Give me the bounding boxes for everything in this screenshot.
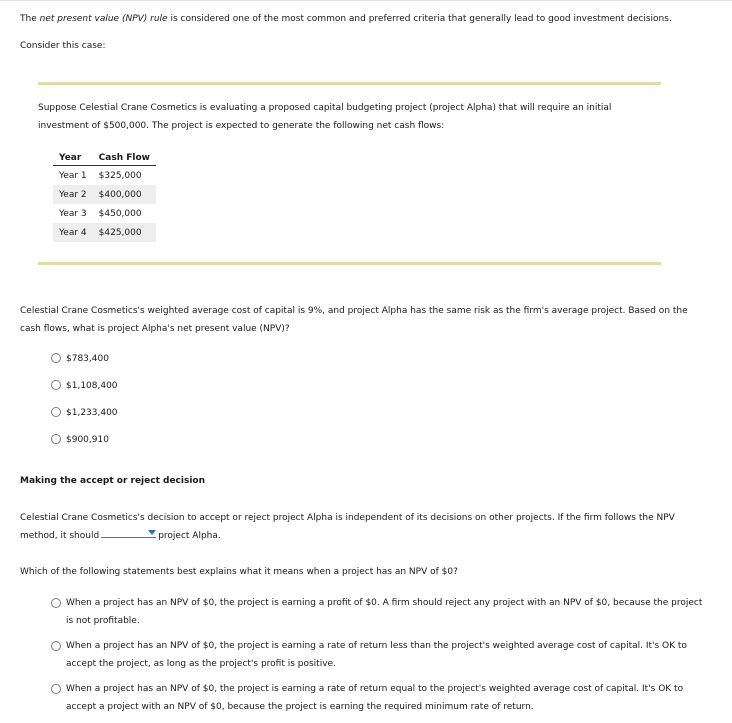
year-cell: Year 4 (53, 223, 93, 242)
cash-flow-table (53, 150, 156, 242)
year-cell: Year 2 (53, 185, 93, 204)
chevron-down-icon (148, 530, 156, 535)
cash-flow-cell: $400,000 (93, 185, 156, 204)
section-heading: Making the accept or reject decision (20, 476, 206, 486)
table-row (53, 204, 156, 223)
decision-sentence-line-2: method, it should project Alpha. (20, 527, 221, 545)
consider-label: Consider this case: (20, 41, 106, 51)
cash-flow-cell: $425,000 (93, 223, 156, 242)
accept-reject-dropdown[interactable] (101, 527, 156, 538)
intro-text: The net present value (NPV) rule is considered one of the most common and preferred criteria that generally lead to good investment decisions. (20, 14, 672, 24)
top-divider (0, 0, 732, 1)
year-cell: Year 3 (59, 208, 87, 219)
npv-zero-option-3[interactable]: When a project has an NPV of $0, the project is earning a rate of return equal to the project's weighted average cost of capital. It's OK to accept a project with an NPV of $0, because the project is earning the required minimum rate of return. (51, 680, 711, 716)
npv-option-1[interactable]: $783,400 (51, 350, 109, 368)
table-header-row (53, 150, 156, 166)
year-column-header: Year (53, 150, 93, 166)
radio-button[interactable] (51, 684, 61, 694)
npv-zero-option-1[interactable]: When a project has an NPV of $0, the project is earning a profit of $0. A firm should reject any project with an NPV of $0, because the project is not profitable. (51, 594, 711, 630)
radio-button[interactable] (51, 380, 61, 390)
npv-option-3[interactable]: $1,233,400 (51, 404, 118, 422)
npv-zero-question: Which of the following statements best explains what it means when a project has an NPV of $0? (20, 567, 458, 577)
npv-rule-term: net present value (NPV) rule (39, 14, 168, 24)
scenario-top-divider (38, 82, 661, 85)
cash-flow-column-header: Cash Flow (93, 150, 156, 166)
npv-question-line-1: Celestial Crane Cosmetics's weighted average cost of capital is 9%, and project Alpha has the same risk as the firm's average project. Based on the (20, 306, 688, 316)
table-row (53, 185, 156, 204)
decision-sentence-line-1: Celestial Crane Cosmetics's decision to accept or reject project Alpha is independent of its decisions on other projects. If the firm follows the NPV (20, 513, 675, 523)
cash-flow-cell: $325,000 (98, 170, 142, 181)
npv-option-2[interactable]: $1,108,400 (51, 377, 118, 395)
radio-button[interactable] (51, 407, 61, 417)
year-cell: Year 1 (59, 170, 87, 181)
radio-button[interactable] (51, 641, 61, 651)
table-row (53, 166, 156, 186)
npv-question-line-2: cash flows, what is project Alpha's net present value (NPV)? (20, 324, 290, 334)
npv-zero-option-2[interactable]: When a project has an NPV of $0, the project is earning a rate of return less than the project's weighted average cost of capital. It's OK to accept the project, as long as the project's profit is positive. (51, 637, 711, 673)
table-row (53, 223, 156, 242)
scenario-bottom-divider (38, 262, 661, 265)
radio-button[interactable] (51, 353, 61, 363)
radio-button[interactable] (51, 598, 61, 608)
cash-flow-cell: $450,000 (98, 208, 142, 219)
scenario-line-1: Suppose Celestial Crane Cosmetics is evaluating a proposed capital budgeting project (project Alpha) that will require an initial (38, 103, 612, 113)
npv-option-4[interactable]: $900,910 (51, 431, 109, 449)
radio-button[interactable] (51, 434, 61, 444)
scenario-line-2: investment of $500,000. The project is expected to generate the following net cash flows: (38, 121, 445, 131)
